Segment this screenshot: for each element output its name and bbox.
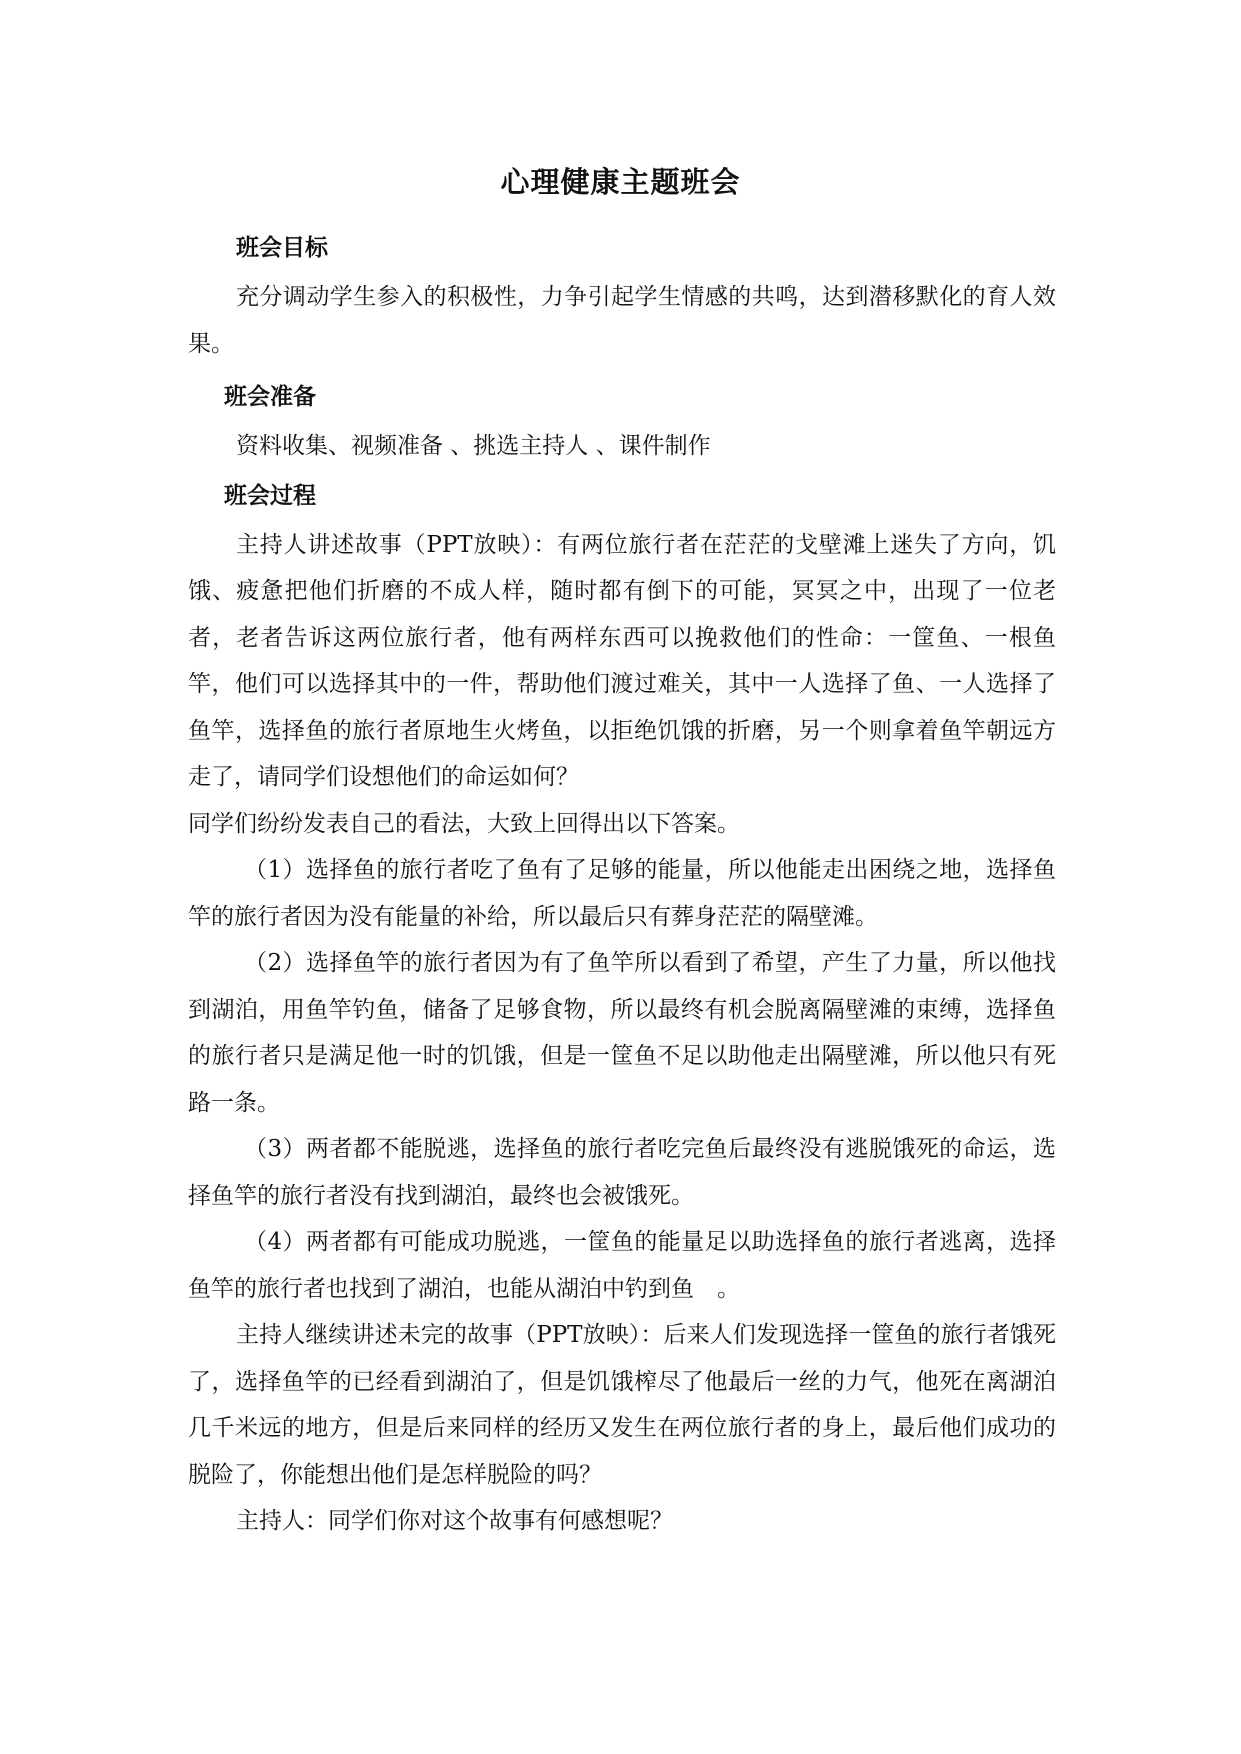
section-heading-preparation: 班会准备	[224, 384, 316, 410]
question-paragraph: 主持人：同学们你对这个故事有何感想呢？	[236, 1508, 673, 1534]
continuation-paragraph: 主持人继续讲述未完的故事（PPT放映）：后来人们发现选择一筐鱼的旅行者饿死了，选择鱼竿的已经看到湖泊了，但是饥饿榨尽了他最后一丝的力气，他死在离湖泊几千米远的地方，但是后来同样的经历又发生在两位旅行者的身上，最后他们成功的脱险了，你能想出他们是怎样脱险的吗？	[188, 1322, 1056, 1488]
answer-paragraph-3: （3）两者都不能脱逃，选择鱼的旅行者吃完鱼后最终没有逃脱饿死的命运，选择鱼竿的旅行者没有找到湖泊，最终也会被饿死。	[188, 1136, 1056, 1209]
story-paragraph: 主持人讲述故事（PPT放映）：有两位旅行者在茫茫的戈壁滩上迷失了方向，饥饿、疲惫把他们折磨的不成人样，随时都有倒下的可能，冥冥之中，出现了一位老者，老者告诉这两位旅行者，他有两样东西可以挽救他们的性命：一筐鱼、一根鱼竿，他们可以选择其中的一件，帮助他们渡过难关，其中一人选择了鱼、一人选择了鱼竿，选择鱼的旅行者原地生火烤鱼，以拒绝饥饿的折磨，另一个则拿着鱼竿朝远方走了，请同学们设想他们的命运如何？	[188, 531, 1056, 790]
preparation-paragraph: 资料收集、视频准备 、挑选主持人 、课件制作	[236, 433, 711, 459]
section-heading-process: 班会过程	[224, 482, 316, 509]
answer-paragraph-1: （1）选择鱼的旅行者吃了鱼有了足够的能量，所以他能走出困绕之地，选择鱼竿的旅行者因为没有能量的补给，所以最后只有葬身茫茫的隔壁滩。	[188, 857, 1056, 930]
summary-paragraph: 同学们纷纷发表自己的看法，大致上回得出以下答案。	[188, 810, 740, 837]
answer-paragraph-4: （4）两者都有可能成功脱逃，一筐鱼的能量足以助选择鱼的旅行者逃离，选择鱼竿的旅行者也找到了湖泊，也能从湖泊中钓到鱼 。	[188, 1229, 1056, 1302]
document-body	[188, 222, 1056, 1545]
answer-paragraph-2: （2）选择鱼竿的旅行者因为有了鱼竿所以看到了希望，产生了力量，所以他找到湖泊，用鱼竿钓鱼，储备了足够食物，所以最终有机会脱离隔壁滩的束缚，选择鱼的旅行者只是满足他一时的饥饿，但是一筐鱼不足以助他走出隔壁滩，所以他只有死路一条。	[188, 950, 1056, 1116]
goal-paragraph: 充分调动学生参入的积极性，力争引起学生情感的共鸣，达到潜移默化的育人效果。	[188, 284, 1056, 357]
section-heading-goal: 班会目标	[236, 235, 328, 261]
page-title: 心理健康主题班会	[500, 165, 741, 199]
